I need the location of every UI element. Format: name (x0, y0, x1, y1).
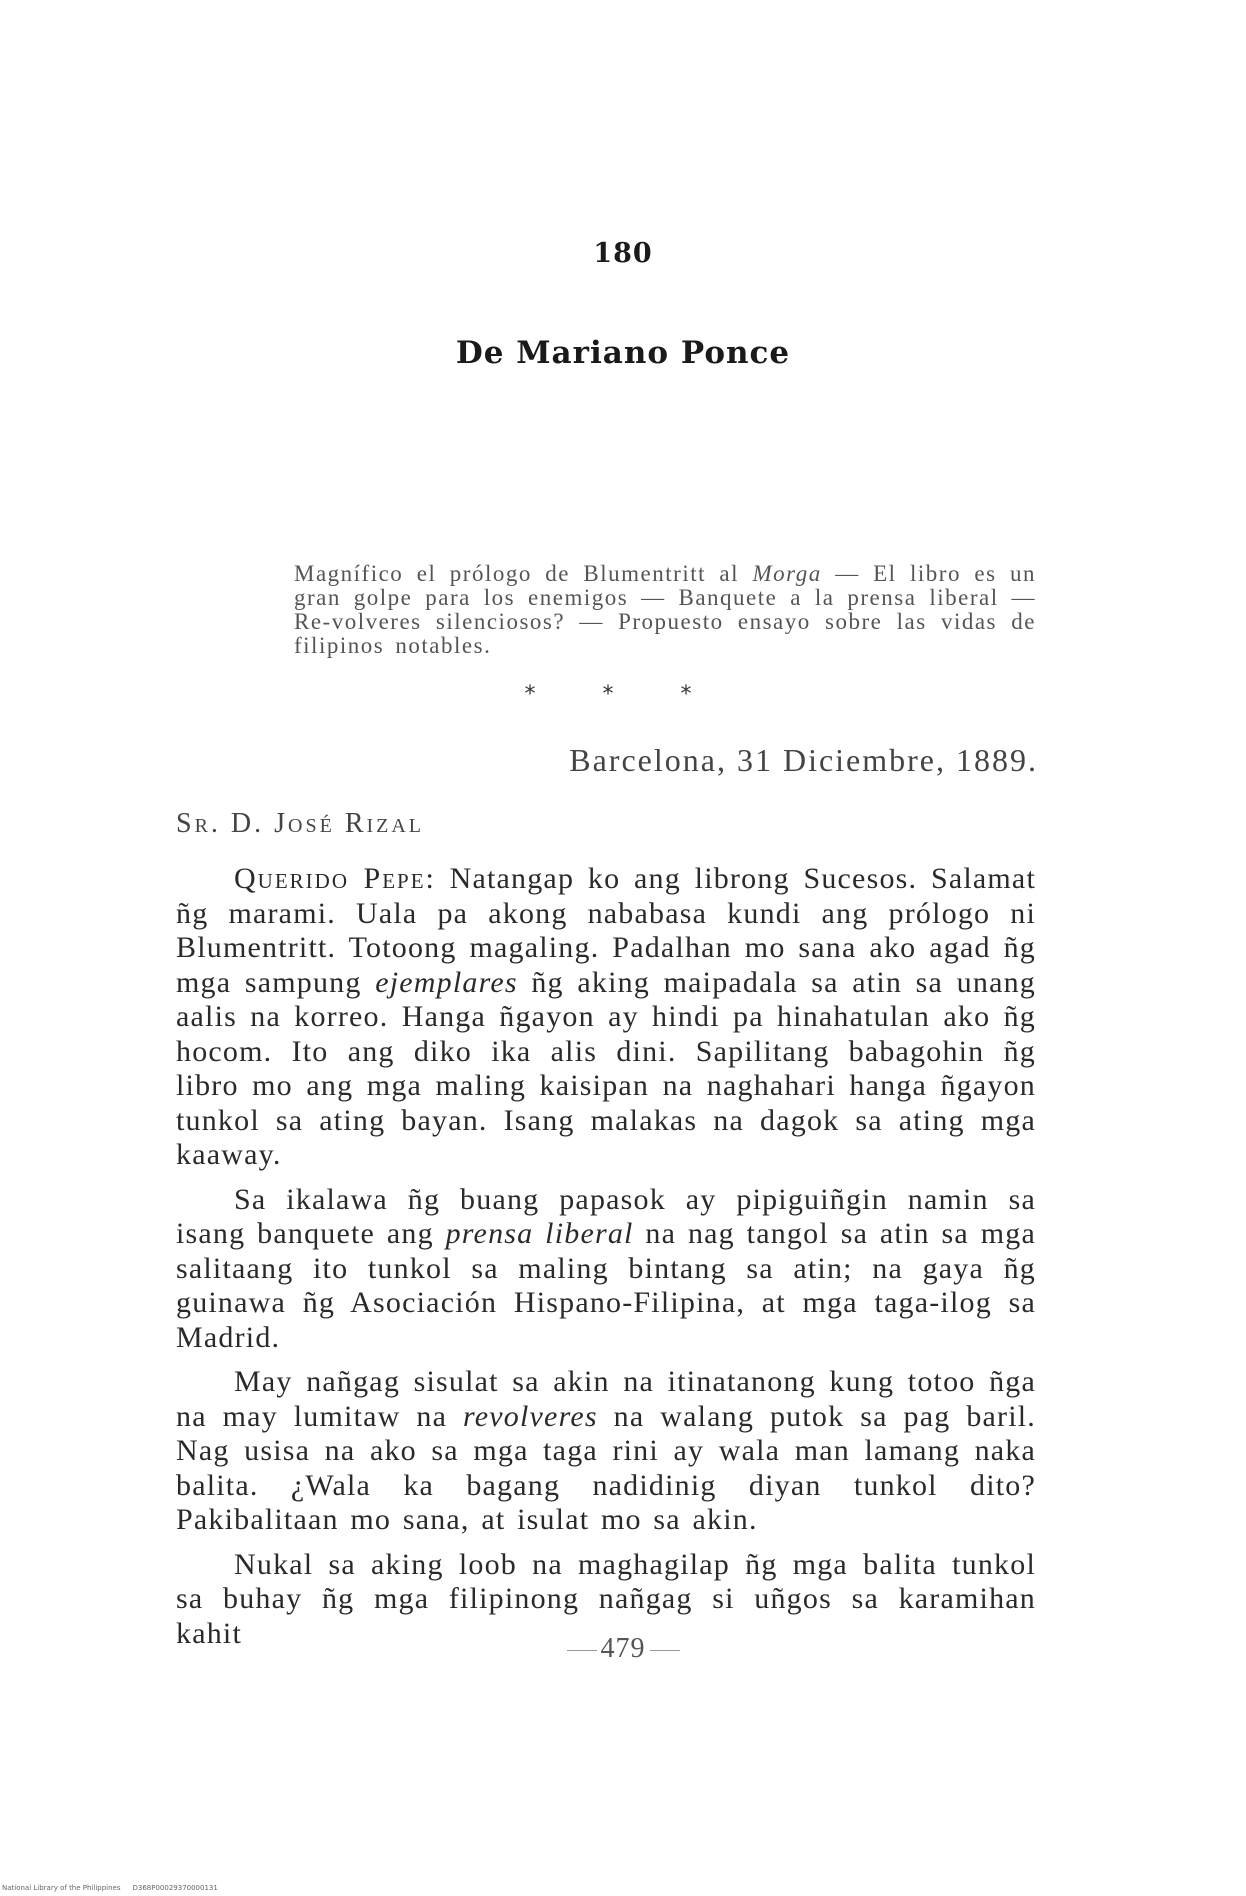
summary-text-1: Magnífico el prólogo de Blumentritt al (294, 561, 753, 586)
section-separator: * * * (524, 682, 722, 707)
p1-ejemplares: ejemplares (375, 965, 518, 999)
paragraph-2 (176, 1183, 1036, 1356)
dash-right (650, 1650, 680, 1651)
letter-summary (270, 562, 1036, 658)
p2-prensa: prensa liberal (445, 1217, 634, 1250)
p2-text-a: Sa ikalawa ñg buang papasok ay pipiguiñgin namin sa isang banquete ang (176, 1182, 1036, 1250)
page-number-value: 479 (600, 1633, 646, 1664)
p3-text-a: May nañgag sisulat sa akin na itinatanong kung totoo ñga na may lumitaw na (176, 1365, 1036, 1433)
opening-address: Querido Pepe: (234, 862, 436, 895)
p4-text: Nukal sa aking loob na maghagilap ñg mga balita tunkol sa buhay ñg mga filipinong nañgag si uñgos sa karamihan kahit (176, 1547, 1036, 1650)
page-number (0, 1633, 1246, 1665)
paragraph-3 (176, 1365, 1036, 1538)
footer-library: National Library of the Philippines (2, 1884, 121, 1892)
footer-credit (2, 1884, 230, 1892)
p1-text-b: ñg aking maipadala sa atin sa unang aalis na korreo. Hanga ñgayon ay hindi pa hinahatulan ako ñg hocom. Ito ang diko ika alis dini. Sapilitang babagohin ñg libro mo ang mga maling kaisipan na naghahari hanga ñgayon tunkol sa ating bayan. Isang malakas na dagok sa ating mga kaaway. (176, 965, 1036, 1171)
salutation: Sr. D. José Rizal (176, 808, 425, 839)
dateline: Barcelona, 31 Diciembre, 1889. (569, 742, 1038, 778)
letter-number: 180 (593, 238, 653, 269)
p3-text-b: na walang putok sa pag baril. Nag usisa na ako sa mga taga rini ay wala man lamang naka balita. ¿Wala ka bagang nadidinig diyan tunkol dito? Pakibalitaan mo sana, at isulat mo sa akin. (176, 1399, 1037, 1536)
summary-text-2: — El libro es un gran golpe para los enemigos — Banquete a la prensa liberal — Re-volveres silenciosos? — Propuesto ensayo sobre las vidas de filipinos notables. (294, 561, 1037, 658)
p3-revolveres: revolveres (463, 1399, 598, 1433)
letter-title: De Mariano Ponce (455, 335, 791, 371)
footer-code: D368P00029370000131 (132, 1884, 218, 1892)
dash-left (567, 1650, 597, 1651)
summary-morga: Morga (752, 561, 822, 586)
letter-body (176, 862, 1036, 1661)
p1-text-a: Natangap ko ang librong Sucesos. Salamat ñg marami. Uala pa akong nababasa kundi ang prólogo ni Blumentritt. Totoong magaling. Padalhan mo sana ako agad ñg mga sampung (176, 862, 1036, 999)
p2-text-b: na nag tangol sa atin sa mga salitaang ito tunkol sa maling bintang sa atin; na gaya ñg guinawa ñg Asociación Hispano-Filipina, at mga taga-ilog sa Madrid. (176, 1217, 1036, 1354)
paragraph-1 (176, 862, 1036, 1173)
